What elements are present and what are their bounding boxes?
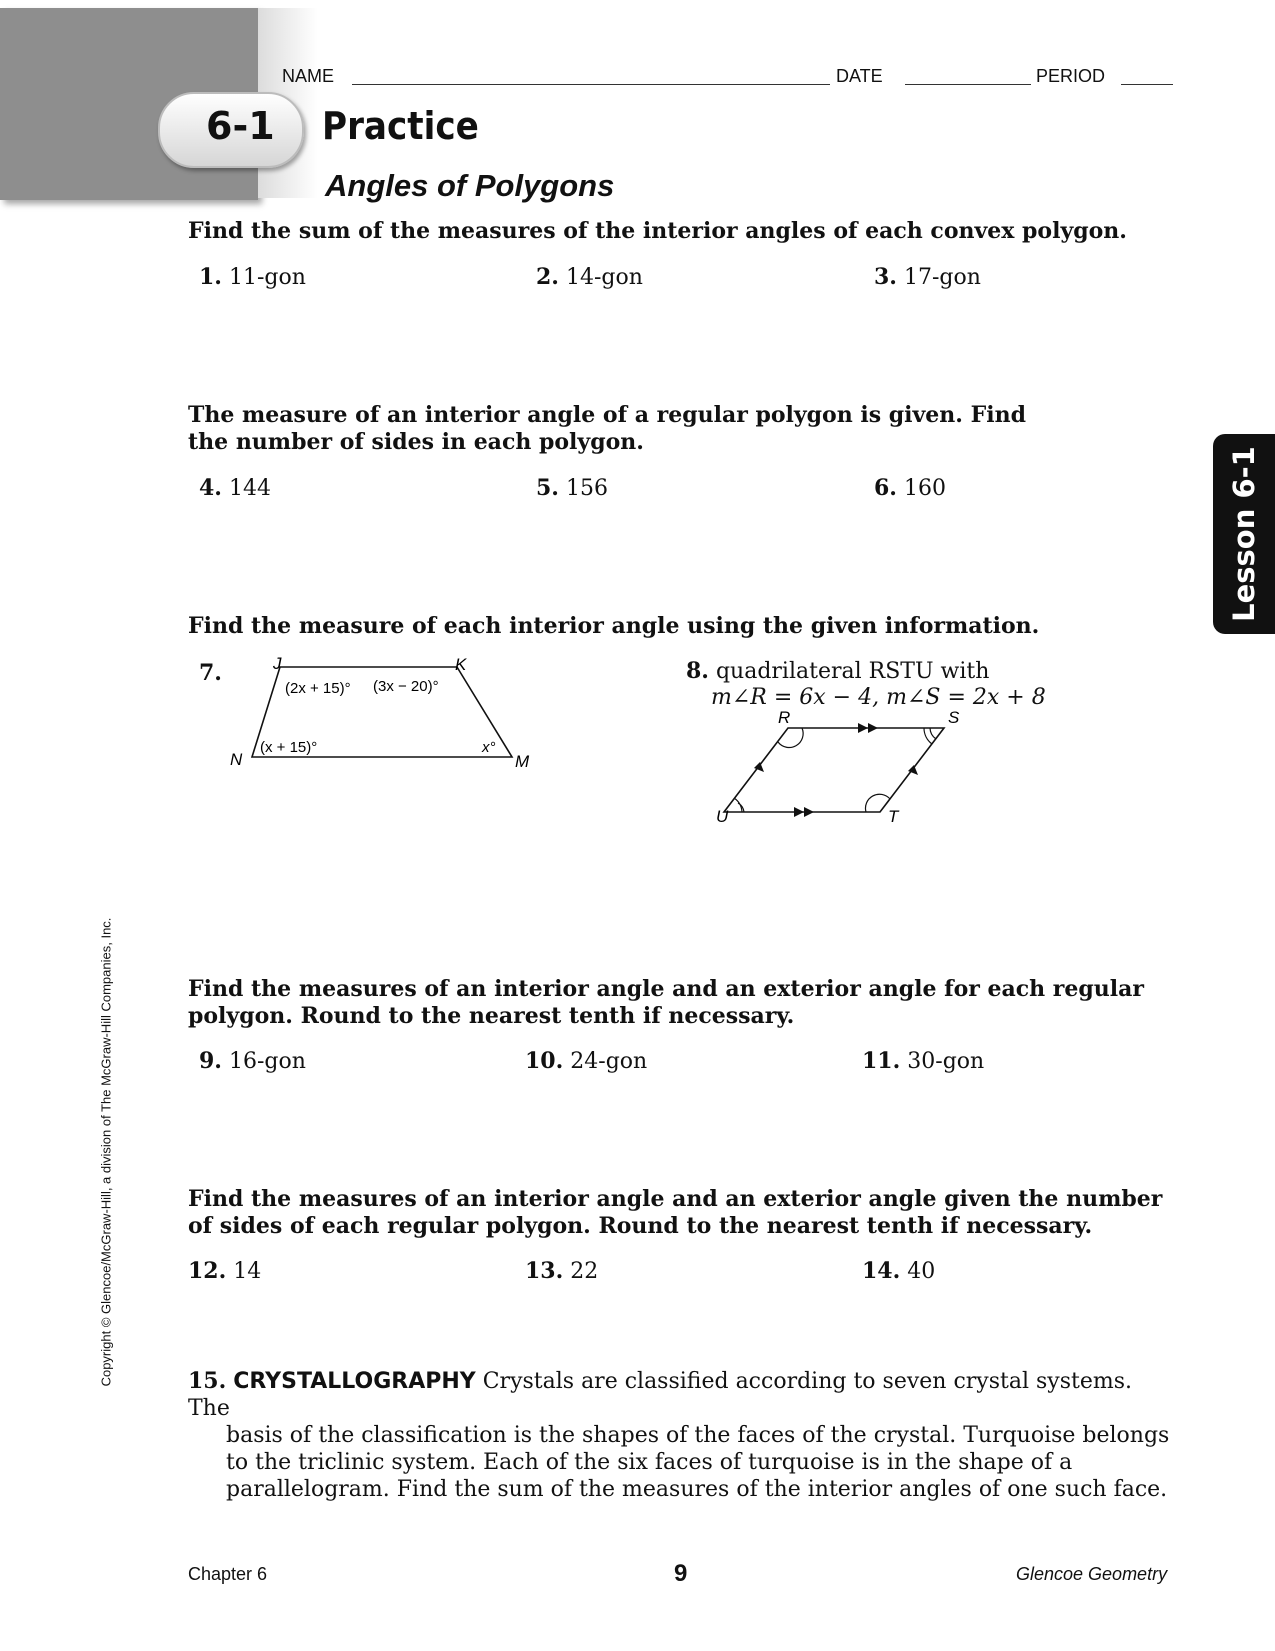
period-field[interactable] <box>1121 84 1173 85</box>
problem-13: 13. 22 <box>525 1258 599 1284</box>
problem-15-text: basis of the classification is the shapes of the faces of the crystal. Turquoise belongs to the triclinic system. Each of the six faces of turquoise is in the shape of a parallelogram. Find the sum of the measures of the interior angles of one such face. <box>226 1423 1170 1502</box>
name-field[interactable] <box>352 84 830 85</box>
page-title: Practice <box>322 104 479 148</box>
parallel-arrow-bottom-2 <box>804 807 814 817</box>
problem-15-number: 15. <box>188 1368 227 1394</box>
footer-chapter: Chapter 6 <box>188 1564 268 1584</box>
figure-7-trapezoid <box>225 655 545 770</box>
vertex-s-label: S <box>948 710 960 727</box>
figure-8-parallelogram <box>700 710 980 825</box>
lesson-side-tab: Lesson 6-1 <box>1213 434 1275 634</box>
angle-r-arc <box>778 728 803 748</box>
angle-k-label: (3x − 20)° <box>373 678 439 695</box>
problem-8: 8. quadrilateral RSTU with <box>686 658 990 684</box>
vertex-r-label: R <box>778 710 791 727</box>
problem-15 <box>188 1368 1178 1503</box>
instruction-3: Find the measure of each interior angle using the given information. <box>188 613 1040 639</box>
problem-4: 4. 144 <box>199 475 271 501</box>
problem-9: 9. 16-gon <box>199 1048 306 1074</box>
problem-15-keyword: CRYSTALLOGRAPHY <box>233 1369 476 1394</box>
footer-book-title: Glencoe Geometry <box>1016 1564 1168 1584</box>
problem-2: 2. 14-gon <box>536 264 643 290</box>
vertex-u-label: U <box>716 807 729 825</box>
problem-11: 11. 30-gon <box>862 1048 985 1074</box>
vertex-t-label: T <box>888 807 899 825</box>
instruction-1: Find the sum of the measures of the interior angles of each convex polygon. <box>188 218 1127 244</box>
problem-1: 1. 11-gon <box>199 264 306 290</box>
vertex-n-label: N <box>230 750 243 769</box>
instruction-5: Find the measures of an interior angle and an exterior angle given the number of sides of each regular polygon. Round to the nearest tenth if necessary. <box>188 1186 1163 1239</box>
name-label: NAME <box>282 66 335 86</box>
period-label: PERIOD <box>1036 66 1106 86</box>
problem-3: 3. 17-gon <box>874 264 981 290</box>
angle-n-label: (x + 15)° <box>260 739 318 756</box>
problem-5: 5. 156 <box>536 475 608 501</box>
problem-10: 10. 24-gon <box>525 1048 648 1074</box>
vertex-k-label: K <box>455 655 467 674</box>
problem-15-first-line: Crystals are classified according to seven crystal systems. The <box>188 1369 1133 1421</box>
problem-12: 12. 14 <box>188 1258 262 1284</box>
problem-14: 14. 40 <box>862 1258 936 1284</box>
angle-j-label: (2x + 15)° <box>285 680 351 697</box>
date-label: DATE <box>836 66 883 86</box>
problem-7-number: 7. <box>199 660 222 686</box>
parallel-arrow-top-1 <box>858 723 868 733</box>
parallel-arrow-bottom-1 <box>794 807 804 817</box>
date-field[interactable] <box>905 84 1031 85</box>
footer-page-number: 9 <box>674 1560 688 1587</box>
page-subtitle: Angles of Polygons <box>325 168 615 203</box>
parallel-arrow-top-2 <box>868 723 878 733</box>
lesson-number: 6-1 <box>206 104 275 148</box>
angle-m-label: x° <box>482 739 496 756</box>
vertex-m-label: M <box>515 752 530 770</box>
instruction-4: Find the measures of an interior angle and an exterior angle for each regular polygon. Round to the nearest tenth if necessary. <box>188 976 1144 1029</box>
problem-8-conditions: m∠R = 6x − 4, m∠S = 2x + 8 <box>711 685 1046 710</box>
problem-6: 6. 160 <box>874 475 946 501</box>
angle-s-arc-2 <box>930 728 936 739</box>
instruction-2: The measure of an interior angle of a regular polygon is given. Find the number of sides in each polygon. <box>188 402 1026 455</box>
vertex-j-label: J <box>273 655 282 673</box>
